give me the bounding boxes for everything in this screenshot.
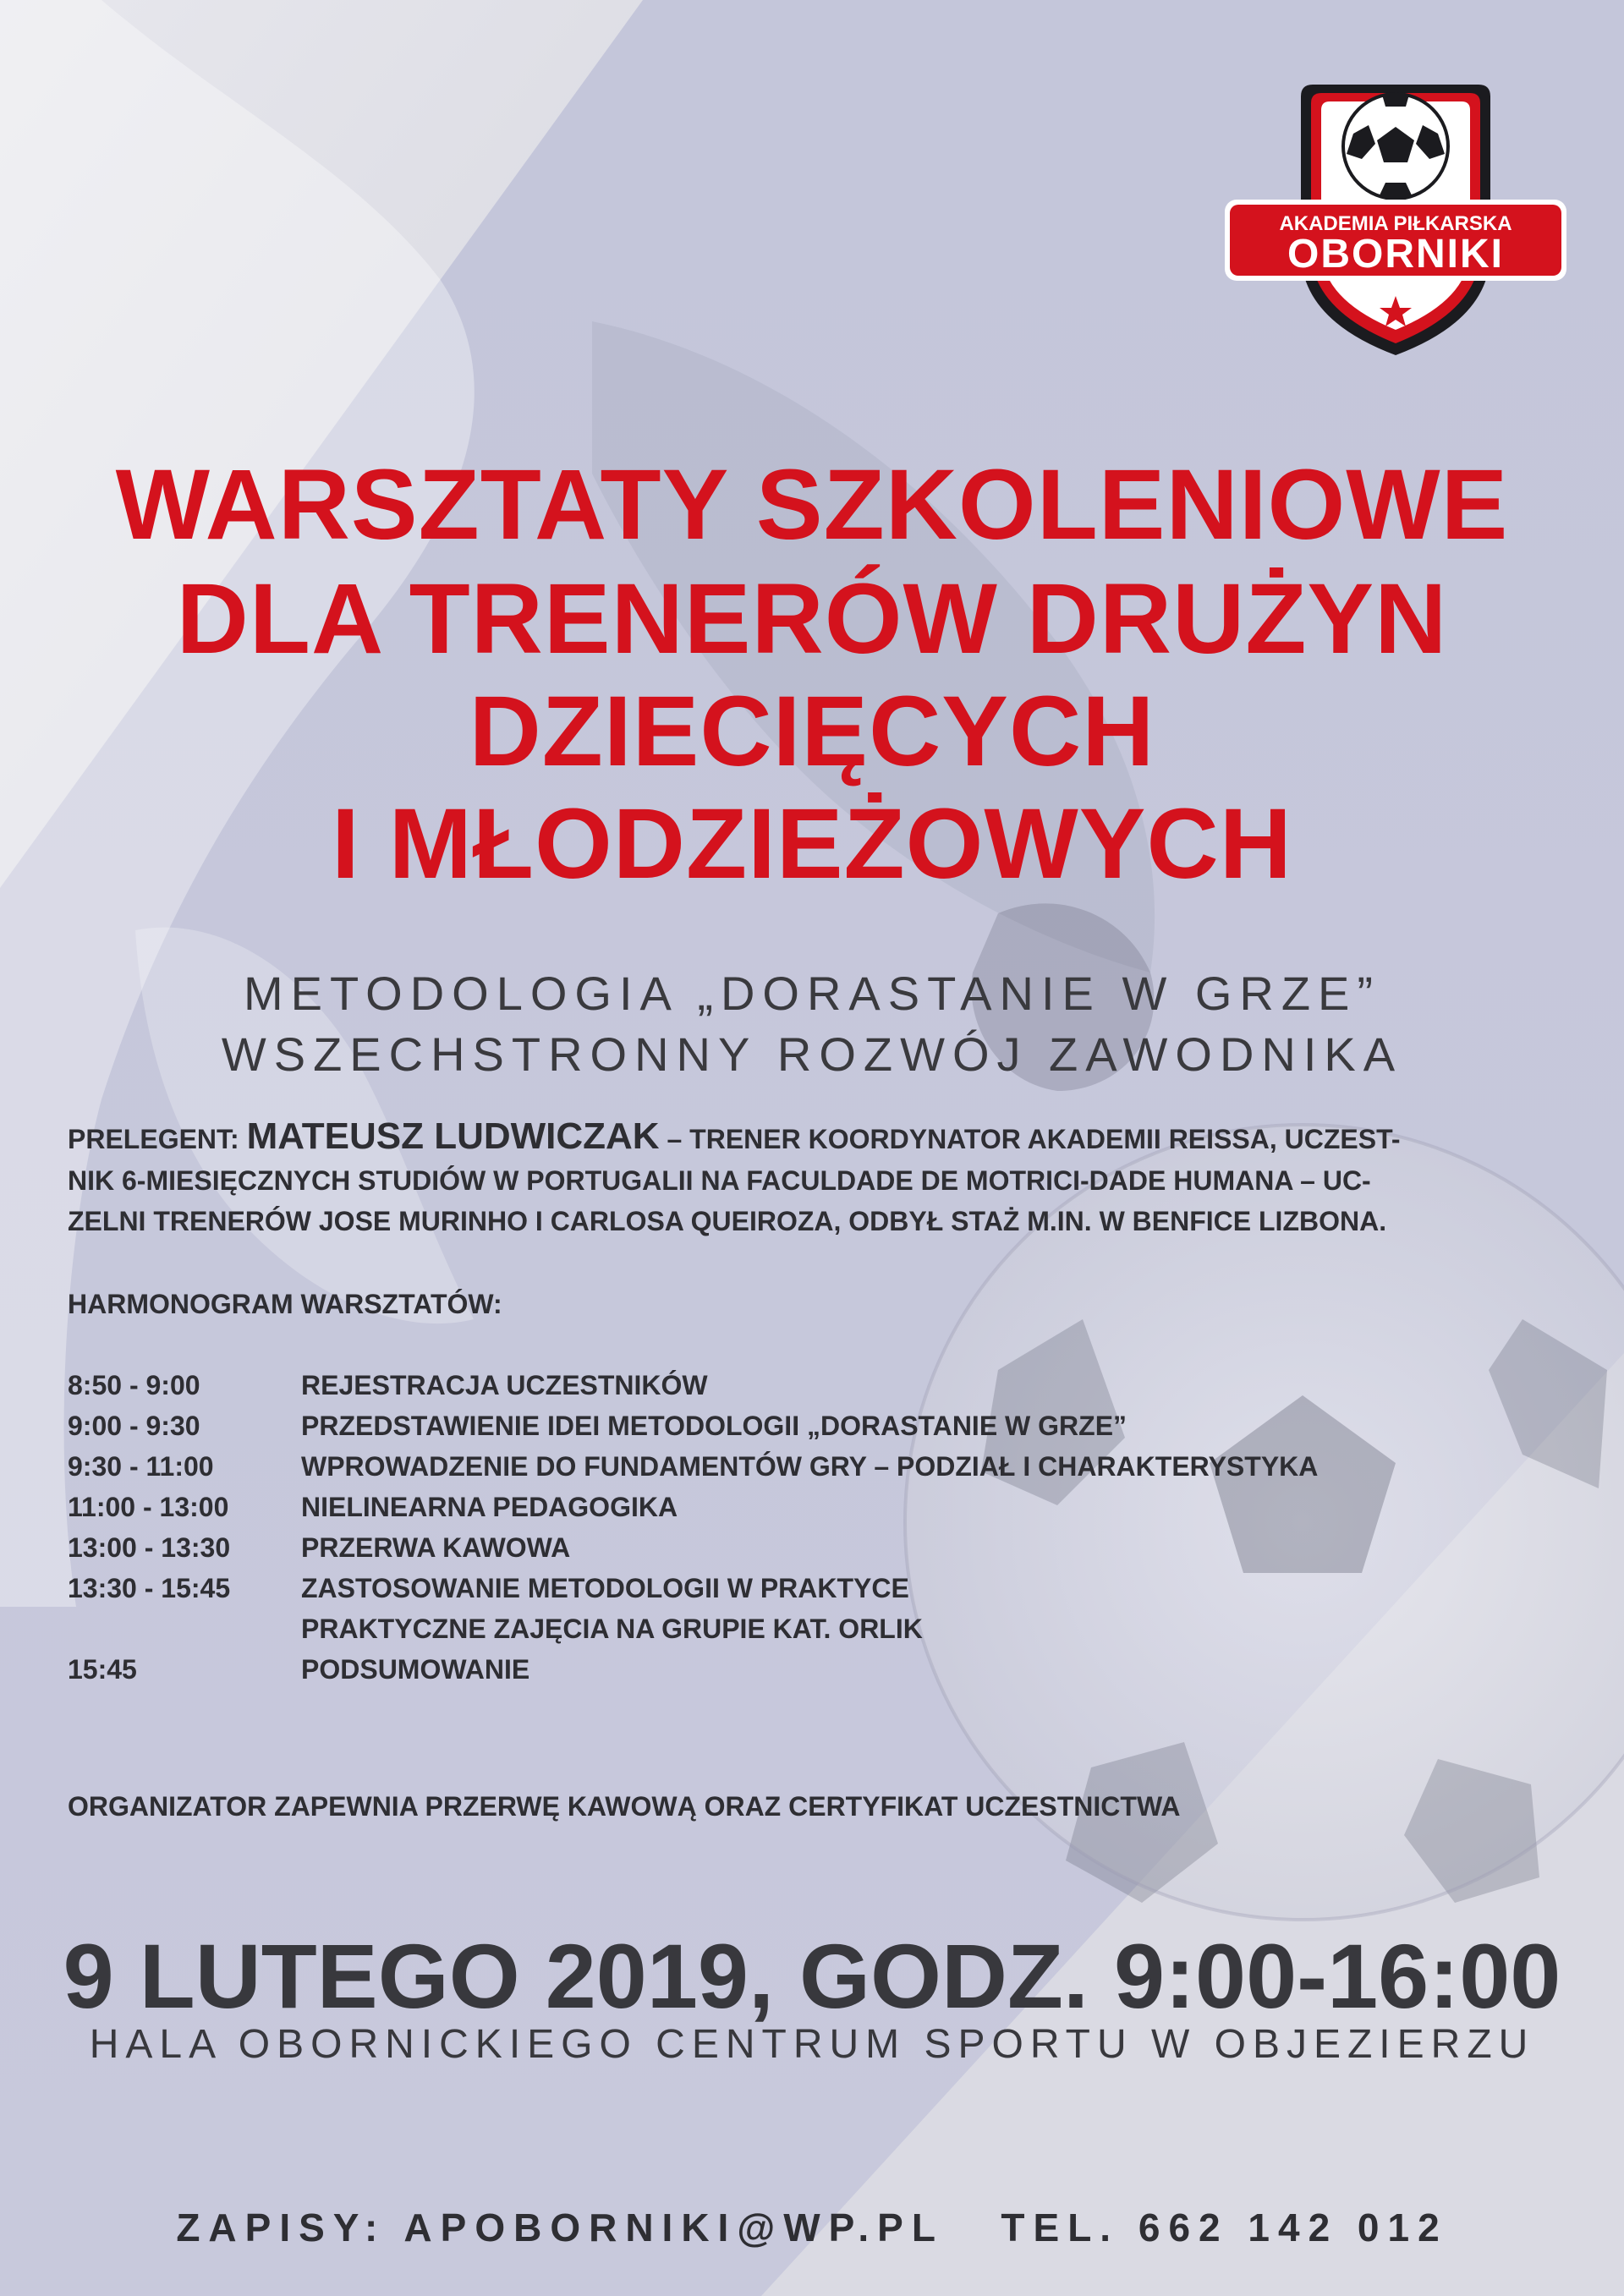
- speaker-line-3: ZELNI TRENERÓW JOSE MURINHO I CARLOSA QUEIROZA, ODBYŁ STAŻ M.IN. W BENFICE LIZBONA.: [68, 1206, 1387, 1236]
- speaker-label: PRELEGENT:: [68, 1124, 239, 1154]
- schedule-row: [68, 1487, 1556, 1527]
- schedule-row: [68, 1608, 1556, 1649]
- schedule-desc: PRAKTYCZNE ZAJĘCIA NA GRUPIE KAT. ORLIK: [301, 1614, 923, 1644]
- schedule-time: 13:30 - 15:45: [68, 1573, 231, 1603]
- organizer-note: ORGANIZATOR ZAPEWNIA PRZERWĘ KAWOWĄ ORAZ CERTYFIKAT UCZESTNICTWA: [68, 1791, 1181, 1822]
- schedule-desc: PRZEDSTAWIENIE IDEI METODOLOGII „DORASTANIE W GRZE”: [301, 1411, 1127, 1441]
- schedule-time: 15:45: [68, 1654, 137, 1685]
- speaker-line-1: [68, 1116, 1556, 1159]
- schedule-desc: WPROWADZENIE DO FUNDAMENTÓW GRY – PODZIAŁ I CHARAKTERYSTYKA: [301, 1451, 1319, 1482]
- speaker-bio-start: – TRENER KOORDYNATOR AKADEMII REISSA, UCZEST-: [667, 1124, 1401, 1154]
- schedule-desc: ZASTOSOWANIE METODOLOGII W PRAKTYCE: [301, 1573, 909, 1603]
- academy-logo: [1218, 74, 1573, 362]
- logo-line1: AKADEMIA PIŁKARSKA: [1279, 212, 1512, 235]
- event-venue: HALA OBORNICKIEGO CENTRUM SPORTU W OBJEZIERZU: [89, 2022, 1535, 2067]
- football-icon: [1343, 94, 1448, 199]
- event-date: 9 LUTEGO 2019, GODZ. 9:00-16:00: [63, 1925, 1561, 2027]
- schedule-time: 11:00 - 13:00: [68, 1492, 229, 1522]
- schedule-desc: REJESTRACJA UCZESTNIKÓW: [301, 1370, 708, 1400]
- logo-line2: OBORNIKI: [1287, 232, 1504, 277]
- schedule-row: [68, 1406, 1556, 1446]
- contact-text: ZAPISY: APOBORNIKI@WP.PL TEL. 662 142 012: [176, 2206, 1448, 2249]
- subtitle-line-1: METODOLOGIA „DORASTANIE W GRZE”: [243, 967, 1381, 1020]
- speaker-name: MATEUSZ LUDWICZAK: [246, 1115, 660, 1157]
- schedule-time: 8:50 - 9:00: [68, 1370, 200, 1400]
- schedule-time: 9:30 - 11:00: [68, 1451, 214, 1482]
- schedule-time: 9:00 - 9:30: [68, 1411, 200, 1441]
- schedule-row: [68, 1568, 1556, 1608]
- schedule-row: [68, 1527, 1556, 1568]
- schedule-desc: NIELINEARNA PEDAGOGIKA: [301, 1492, 678, 1522]
- speaker-line-2: NIK 6-MIESIĘCZNYCH STUDIÓW W PORTUGALII NA FACULDADE DE MOTRICI-DADE HUMANA – UC-: [68, 1165, 1371, 1196]
- subtitle-line-2: WSZECHSTRONNY ROZWÓJ ZAWODNIKA: [221, 1027, 1403, 1081]
- title-line-1: WARSZTATY SZKOLENIOWE: [115, 449, 1509, 561]
- contact-info: [0, 2202, 1624, 2253]
- schedule-heading: HARMONOGRAM WARSZTATÓW:: [68, 1289, 502, 1319]
- title-line-4: I MŁODZIEŻOWYCH: [332, 788, 1292, 900]
- schedule-row: [68, 1649, 1556, 1690]
- schedule-desc: PODSUMOWANIE: [301, 1654, 530, 1685]
- schedule-row: [68, 1446, 1556, 1487]
- title-line-2: DLA TRENERÓW DRUŻYN: [176, 563, 1448, 675]
- title-line-3: DZIECIĘCYCH: [469, 676, 1155, 787]
- schedule-desc: PRZERWA KAWOWA: [301, 1532, 571, 1563]
- schedule-row: [68, 1365, 1556, 1406]
- schedule-time: 13:00 - 13:30: [68, 1532, 231, 1563]
